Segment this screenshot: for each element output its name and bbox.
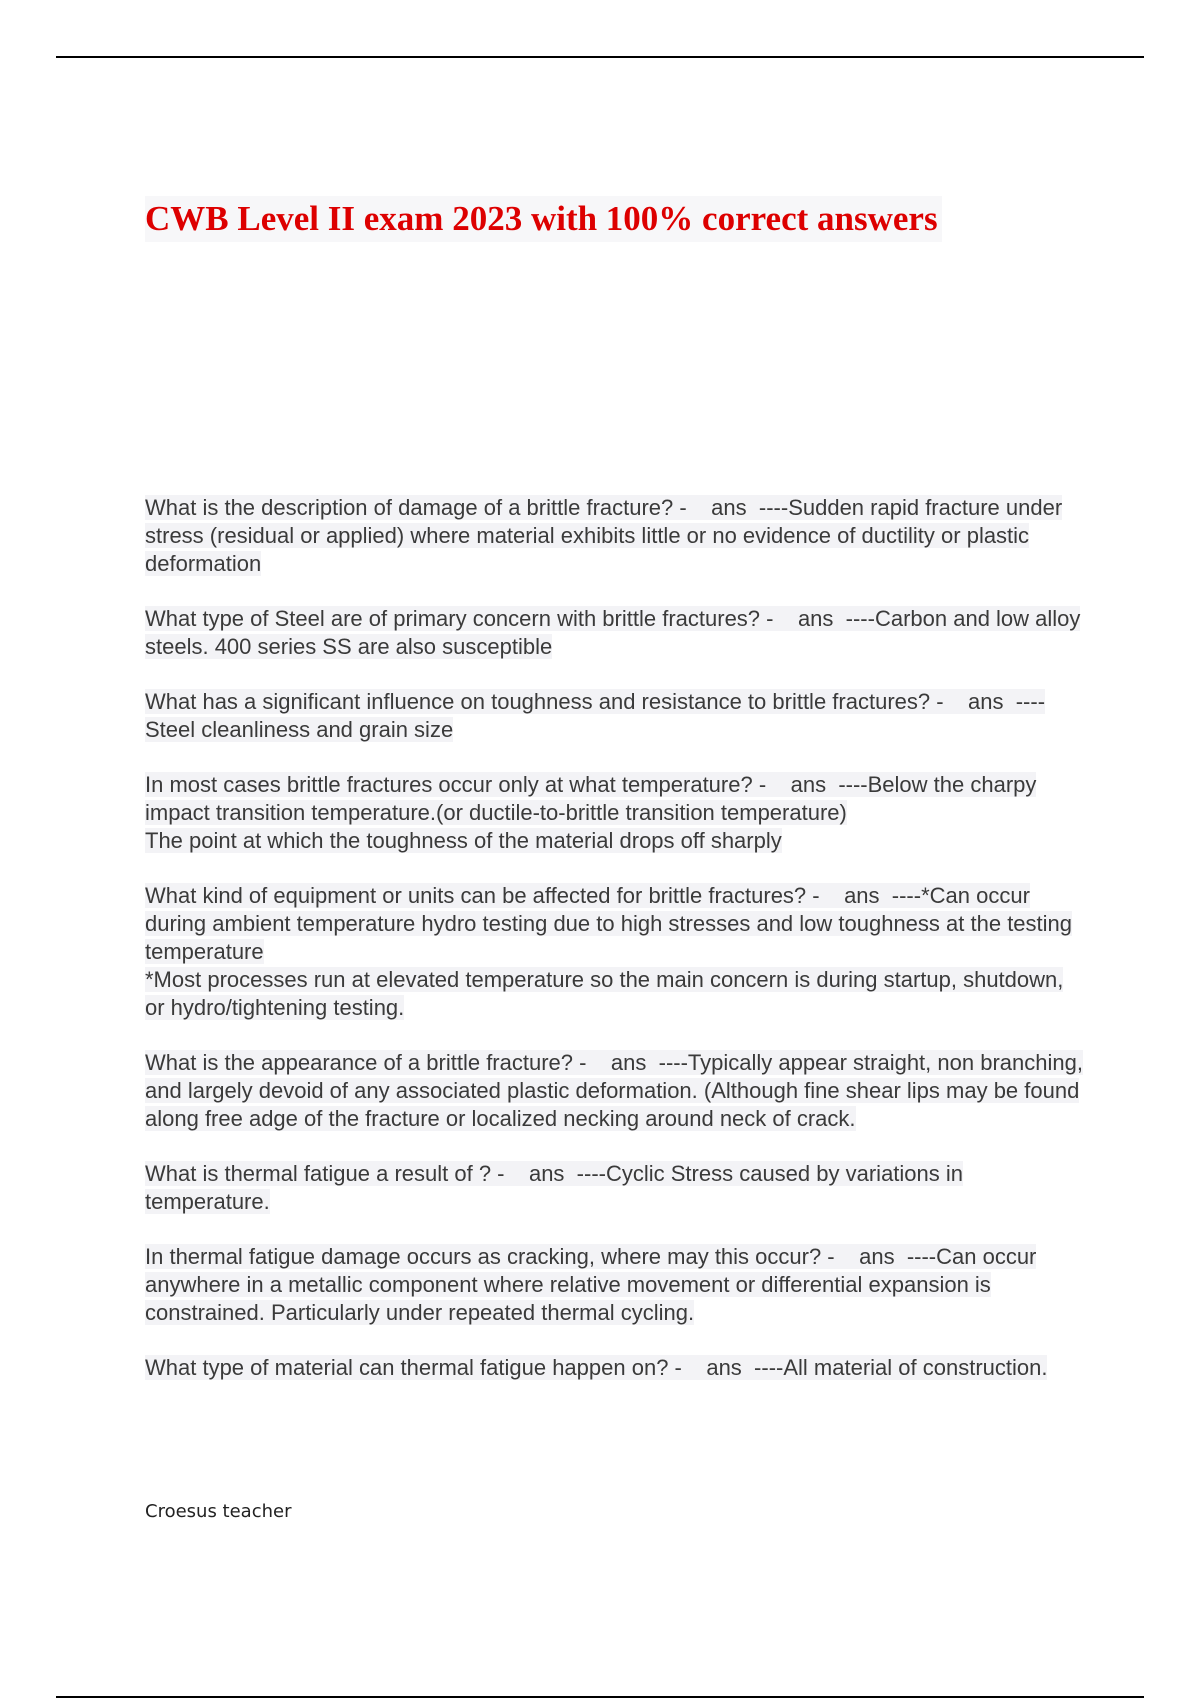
answer-text: ----Below the charpy impact transition temperature.(or ductile-to-brittle transition temperature): [145, 772, 1037, 825]
qa-item: [145, 1160, 1085, 1216]
bottom-rule: [56, 1696, 1144, 1698]
answer-text: ----All material of construction.: [754, 1355, 1048, 1380]
question-text: What has a significant influence on toughness and resistance to brittle fractures? -: [145, 689, 944, 714]
answer-text: ----*Can occur during ambient temperature hydro testing due to high stresses and low toughness at the testing temperature: [145, 883, 1073, 964]
ans-label: ans: [859, 1244, 895, 1269]
ans-label: ans: [528, 1161, 565, 1186]
qa-item: [145, 688, 1085, 744]
answer-continuation: The point at which the toughness of the material drops off sharply: [145, 828, 782, 853]
author-footer: Croesus teacher: [145, 1501, 292, 1522]
question-text: What kind of equipment or units can be affected for brittle fractures? -: [145, 883, 820, 908]
question-text: What is thermal fatigue a result of ? -: [145, 1161, 505, 1186]
qa-item: [145, 882, 1085, 1022]
qa-first-line: [145, 1243, 1085, 1327]
qa-item: [145, 1354, 1085, 1382]
answer-text: ----Typically appear straight, non branching, and largely devoid of any associated plastic deformation. (Although fine shear lips may be found along free adge of the fracture or localized necking around neck of crack.: [145, 1050, 1083, 1131]
qa-list: [145, 494, 1085, 1409]
qa-item: [145, 605, 1085, 661]
question-text: What type of material can thermal fatigue happen on? -: [145, 1355, 682, 1380]
qa-first-line: [145, 771, 1085, 827]
question-text: What type of Steel are of primary concern with brittle fractures? -: [145, 606, 774, 631]
question-text: What is the appearance of a brittle fracture? -: [145, 1050, 587, 1075]
qa-first-line: [145, 1160, 1085, 1216]
question-text: In thermal fatigue damage occurs as cracking, where may this occur? -: [145, 1244, 835, 1269]
qa-first-line: [145, 494, 1085, 578]
ans-label: ans: [706, 1355, 742, 1380]
ans-label: ans: [711, 495, 747, 520]
answer-text: ----Carbon and low alloy steels. 400 series SS are also susceptible: [145, 606, 1081, 659]
question-text: What is the description of damage of a brittle fracture? -: [145, 495, 687, 520]
answer-text: ----Sudden rapid fracture under stress (residual or applied) where material exhibits little or no evidence of ductility or plastic deformation: [145, 495, 1063, 576]
document-title: CWB Level II exam 2023 with 100% correct answers: [145, 196, 942, 242]
answer-text: ----Cyclic Stress caused by variations in temperature.: [145, 1161, 964, 1214]
qa-item: [145, 494, 1085, 578]
qa-item: [145, 1049, 1085, 1133]
qa-first-line: [145, 882, 1085, 966]
ans-label: ans: [790, 772, 827, 797]
top-rule: [56, 56, 1144, 58]
answer-text: ----Steel cleanliness and grain size: [145, 689, 1046, 742]
ans-label: ans: [797, 606, 834, 631]
qa-item: [145, 771, 1085, 855]
qa-first-line: [145, 605, 1085, 661]
ans-label: ans: [844, 883, 880, 908]
qa-first-line: [145, 688, 1085, 744]
ans-label: ans: [610, 1050, 647, 1075]
answer-text: ----Can occur anywhere in a metallic component where relative movement or differential expansion is constrained. Particularly under repeated thermal cycling.: [145, 1244, 1037, 1325]
ans-label: ans: [968, 689, 1004, 714]
qa-first-line: [145, 1354, 1085, 1382]
qa-item: [145, 1243, 1085, 1327]
question-text: In most cases brittle fractures occur only at what temperature? -: [145, 772, 767, 797]
answer-continuation: *Most processes run at elevated temperature so the main concern is during startup, shutdown, or hydro/tightening testing.: [145, 967, 1064, 1020]
qa-first-line: [145, 1049, 1085, 1133]
